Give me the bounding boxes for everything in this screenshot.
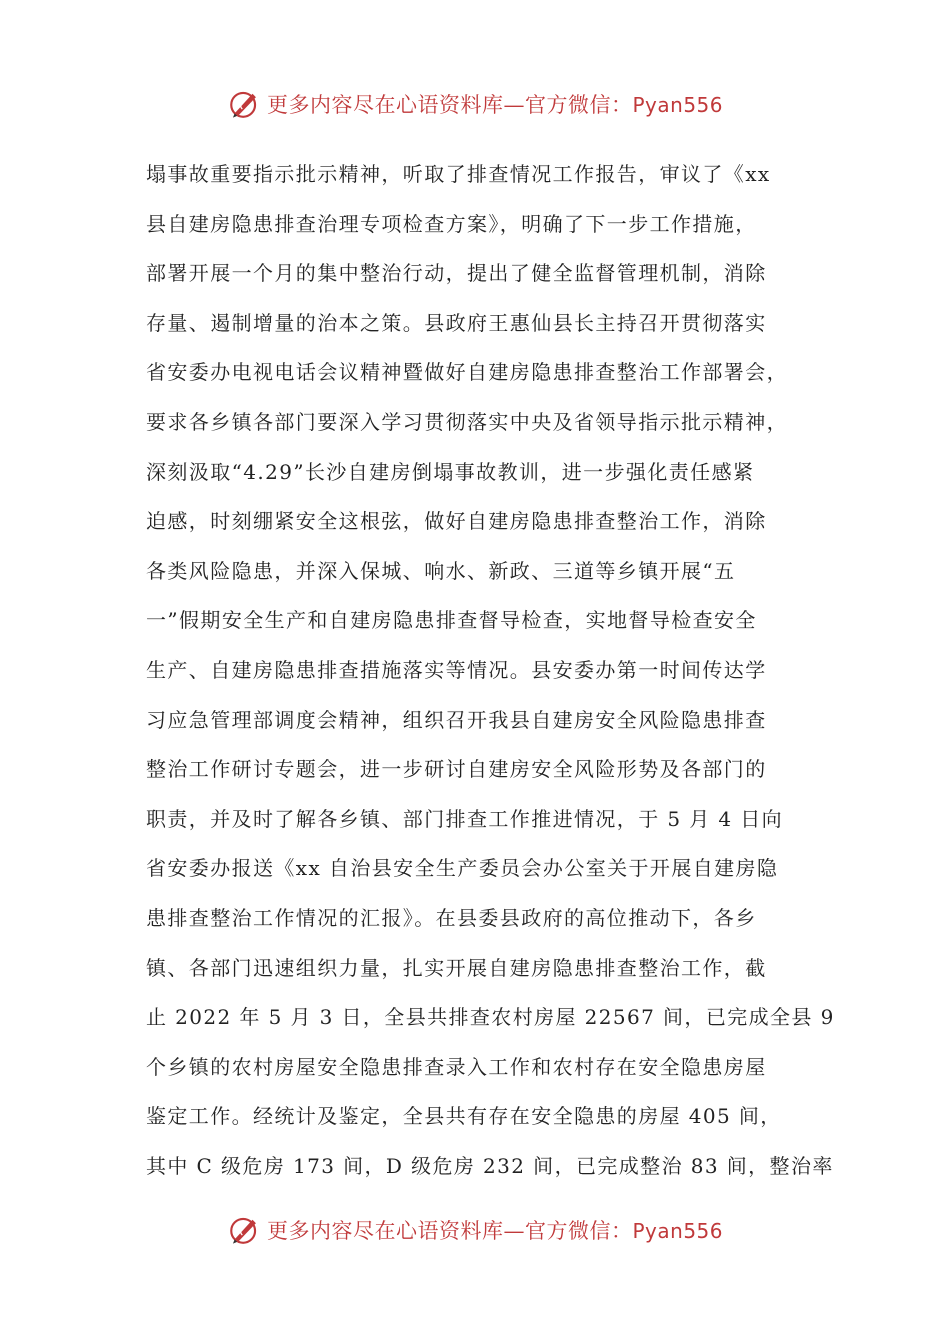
body-text-line: 深刻汲取“4.29”长沙自建房倒塌事故教训，进一步强化责任感紧 <box>146 459 755 484</box>
header-watermark <box>0 84 950 124</box>
body-text-line: 一”假期安全生产和自建房隐患排查督导检查，实地督导检查安全 <box>146 608 757 633</box>
body-text-line: 个乡镇的农村房屋安全隐患排查录入工作和农村存在安全隐患房屋 <box>146 1054 767 1079</box>
body-text-line: 鉴定工作。经统计及鉴定，全县共有存在安全隐患的房屋 405 间， <box>146 1104 782 1129</box>
body-text-line: 塌事故重要指示批示精神，听取了排查情况工作报告，审议了《xx <box>146 162 771 186</box>
body-text-line: 其中 C 级危房 173 间，D 级危房 232 间，已完成整治 83 间，整治率 <box>146 1153 834 1178</box>
watermark-text: 更多内容尽在心语资料库—官方微信：Pyan556 <box>266 93 723 117</box>
document-body <box>146 150 835 1191</box>
body-text-line: 要求各乡镇各部门要深入学习贯彻落实中央及省领导指示批示精神， <box>146 409 788 434</box>
body-text-line: 各类风险隐患，并深入保城、响水、新政、三道等乡镇开展“五 <box>146 558 736 583</box>
body-text-line: 迫感，时刻绷紧安全这根弦，做好自建房隐患排查整治工作，消除 <box>146 509 767 534</box>
body-text-line: 存量、遏制增量的治本之策。县政府王惠仙县长主持召开贯彻落实 <box>146 310 767 335</box>
watermark-wechat-id: Pyan556 <box>632 93 723 117</box>
body-text-line: 习应急管理部调度会精神，组织召开我县自建房安全风险隐患排查 <box>146 707 767 732</box>
footer-watermark <box>0 1210 950 1250</box>
body-text-line: 县自建房隐患排查治理专项检查方案》，明确了下一步工作措施， <box>146 211 757 236</box>
body-text-line: 生产、自建房隐患排查措施落实等情况。县安委办第一时间传达学 <box>146 657 767 682</box>
body-text-line: 部署开展一个月的集中整治行动，提出了健全监督管理机制，消除 <box>146 261 767 286</box>
watermark-wechat-id: Pyan556 <box>632 1219 723 1243</box>
body-text-line: 止 2022 年 5 月 3 日，全县共排查农村房屋 22567 间，已完成全县 9 <box>146 1005 835 1030</box>
pen-logo-icon <box>227 1213 261 1247</box>
body-text-line: 省安委办报送《xx 自治县安全生产委员会办公室关于开展自建房隐 <box>146 856 779 881</box>
pen-logo-icon <box>227 87 261 121</box>
body-text-line: 省安委办电视电话会议精神暨做好自建房隐患排查整治工作部署会， <box>146 360 788 385</box>
body-text-line: 镇、各部门迅速组织力量，扎实开展自建房隐患排查整治工作，截 <box>146 955 767 980</box>
body-text-line: 整治工作研讨专题会，进一步研讨自建房安全风险形势及各部门的 <box>146 757 767 782</box>
watermark-text: 更多内容尽在心语资料库—官方微信：Pyan556 <box>266 1219 723 1243</box>
body-text-line: 患排查整治工作情况的汇报》。在县委县政府的高位推动下，各乡 <box>146 905 757 930</box>
body-text-line: 职责，并及时了解各乡镇、部门排查工作推进情况，于 5 月 4 日向 <box>146 806 784 831</box>
